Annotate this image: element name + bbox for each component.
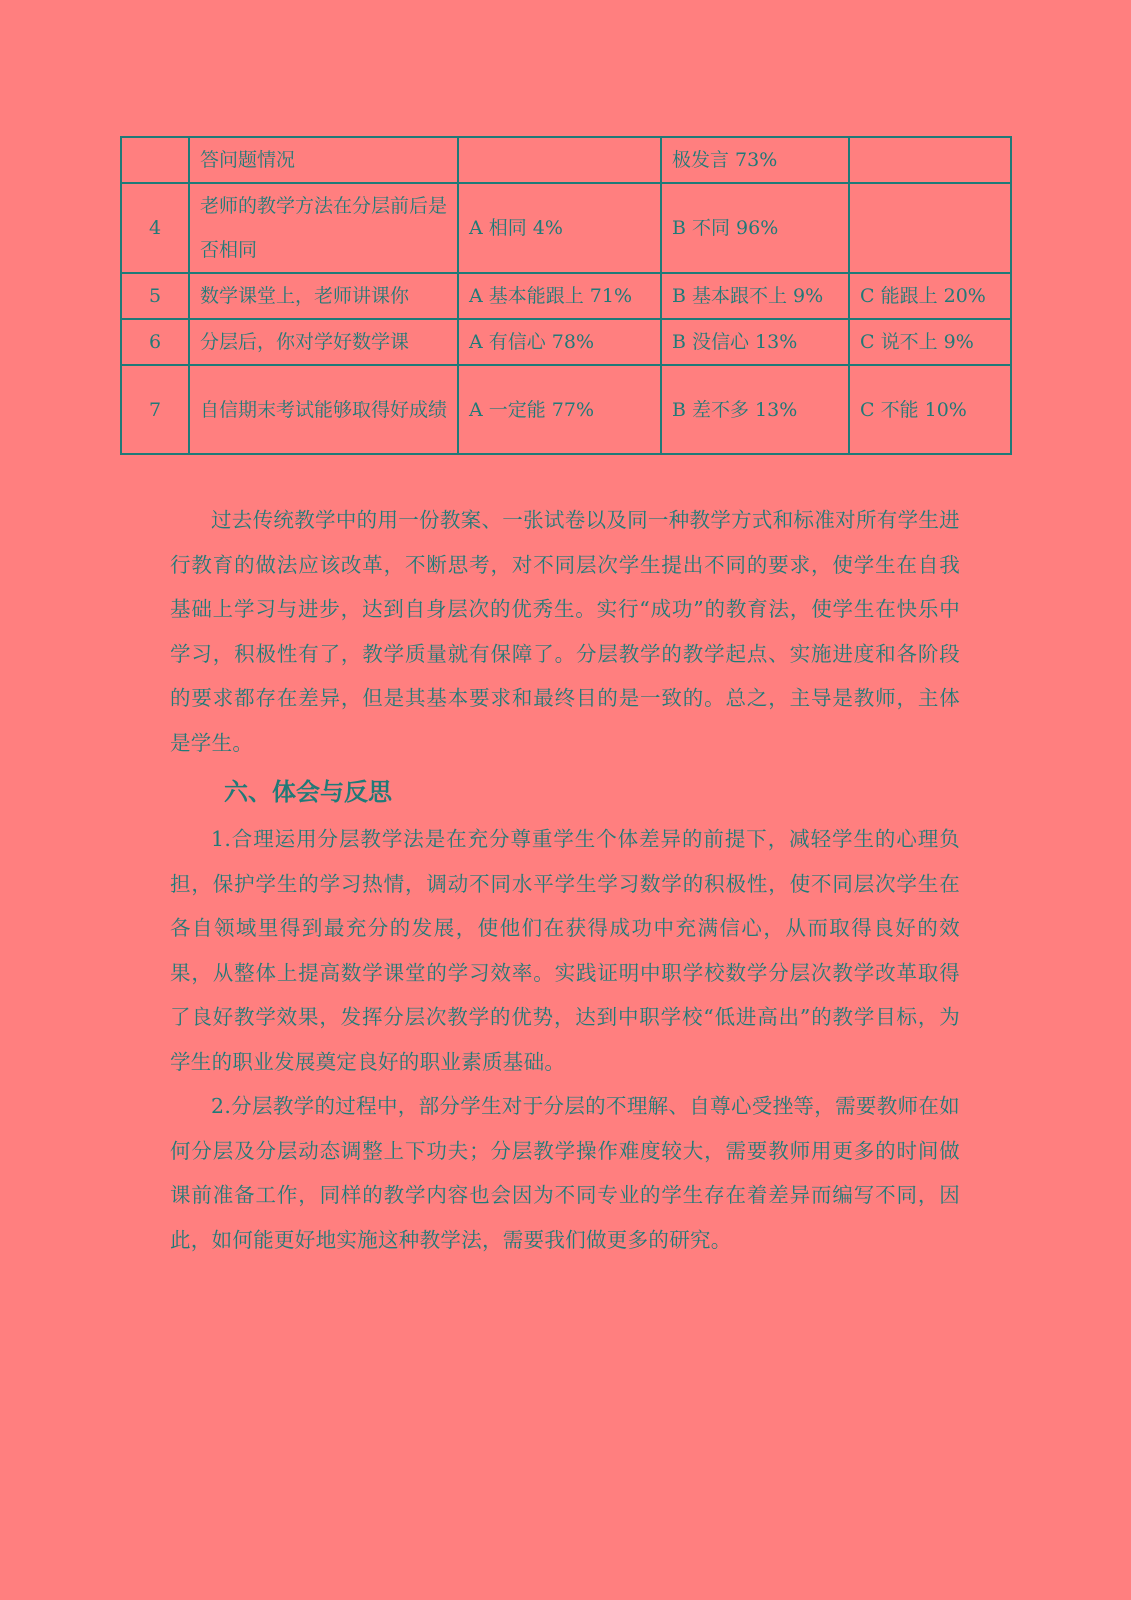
question-text: 分层后，你对学好数学课 xyxy=(189,319,458,365)
paragraph-traditional-teaching: 过去传统教学中的用一份教案、一张试卷以及同一种教学方式和标准对所有学生进行教育的做法应该改革，不断思考，对不同层次学生提出不同的要求，使学生在自我基础上学习与进步，达到自身层次的优秀生。实行“成功”的教育法，使学生在快乐中学习，积极性有了，教学质量就有保障了。分层教学的教学起点、实施进度和各阶段的要求都存在差异，但是其基本要求和最终目的是一致的。总之，主导是教师，主体是学生。 xyxy=(170,508,960,755)
option-c xyxy=(849,183,1011,273)
option-b: 极发言 73% xyxy=(661,137,849,183)
survey-results-table xyxy=(120,136,1012,455)
table-row xyxy=(121,273,1011,319)
question-number: 4 xyxy=(121,183,189,273)
question-text: 自信期末考试能够取得好成绩 xyxy=(189,365,458,454)
question-text: 数学课堂上，老师讲课你 xyxy=(189,273,458,319)
option-a: A 有信心 78% xyxy=(458,319,661,365)
option-b: B 基本跟不上 9% xyxy=(661,273,849,319)
section-heading: 六、体会与反思 xyxy=(224,778,392,806)
option-c: C 能跟上 20% xyxy=(849,273,1011,319)
option-b: B 不同 96% xyxy=(661,183,849,273)
question-number: 7 xyxy=(121,365,189,454)
option-b: B 没信心 13% xyxy=(661,319,849,365)
question-text: 答问题情况 xyxy=(189,137,458,183)
table-row xyxy=(121,365,1011,454)
question-text: 老师的教学方法在分层前后是否相同 xyxy=(189,183,458,273)
document-body xyxy=(170,498,960,1262)
table-row xyxy=(121,319,1011,365)
option-c: C 不能 10% xyxy=(849,365,1011,454)
table-row xyxy=(121,183,1011,273)
option-a: A 相同 4% xyxy=(458,183,661,273)
option-a xyxy=(458,137,661,183)
option-c: C 说不上 9% xyxy=(849,319,1011,365)
table-row xyxy=(121,137,1011,183)
option-b: B 差不多 13% xyxy=(661,365,849,454)
paragraph-reflection-1: 1.合理运用分层教学法是在充分尊重学生个体差异的前提下，减轻学生的心理负担，保护学生的学习热情，调动不同水平学生学习数学的积极性，使不同层次学生在各自领域里得到最充分的发展，使他们在获得成功中充满信心，从而取得良好的效果，从整体上提高数学课堂的学习效率。实践证明中职学校数学分层次教学改革取得了良好教学效果，发挥分层次教学的优势，达到中职学校“低进高出”的教学目标，为学生的职业发展奠定良好的职业素质基础。 xyxy=(170,827,960,1074)
question-number xyxy=(121,137,189,183)
question-number: 5 xyxy=(121,273,189,319)
option-a: A 基本能跟上 71% xyxy=(458,273,661,319)
paragraph-reflection-2: 2.分层教学的过程中，部分学生对于分层的不理解、自尊心受挫等，需要教师在如何分层及分层动态调整上下功夫；分层教学操作难度较大，需要教师用更多的时间做课前准备工作，同样的教学内容也会因为不同专业的学生存在着差异而编写不同，因此，如何能更好地实施这种教学法，需要我们做更多的研究。 xyxy=(170,1094,960,1252)
option-a: A 一定能 77% xyxy=(458,365,661,454)
question-number: 6 xyxy=(121,319,189,365)
option-c xyxy=(849,137,1011,183)
